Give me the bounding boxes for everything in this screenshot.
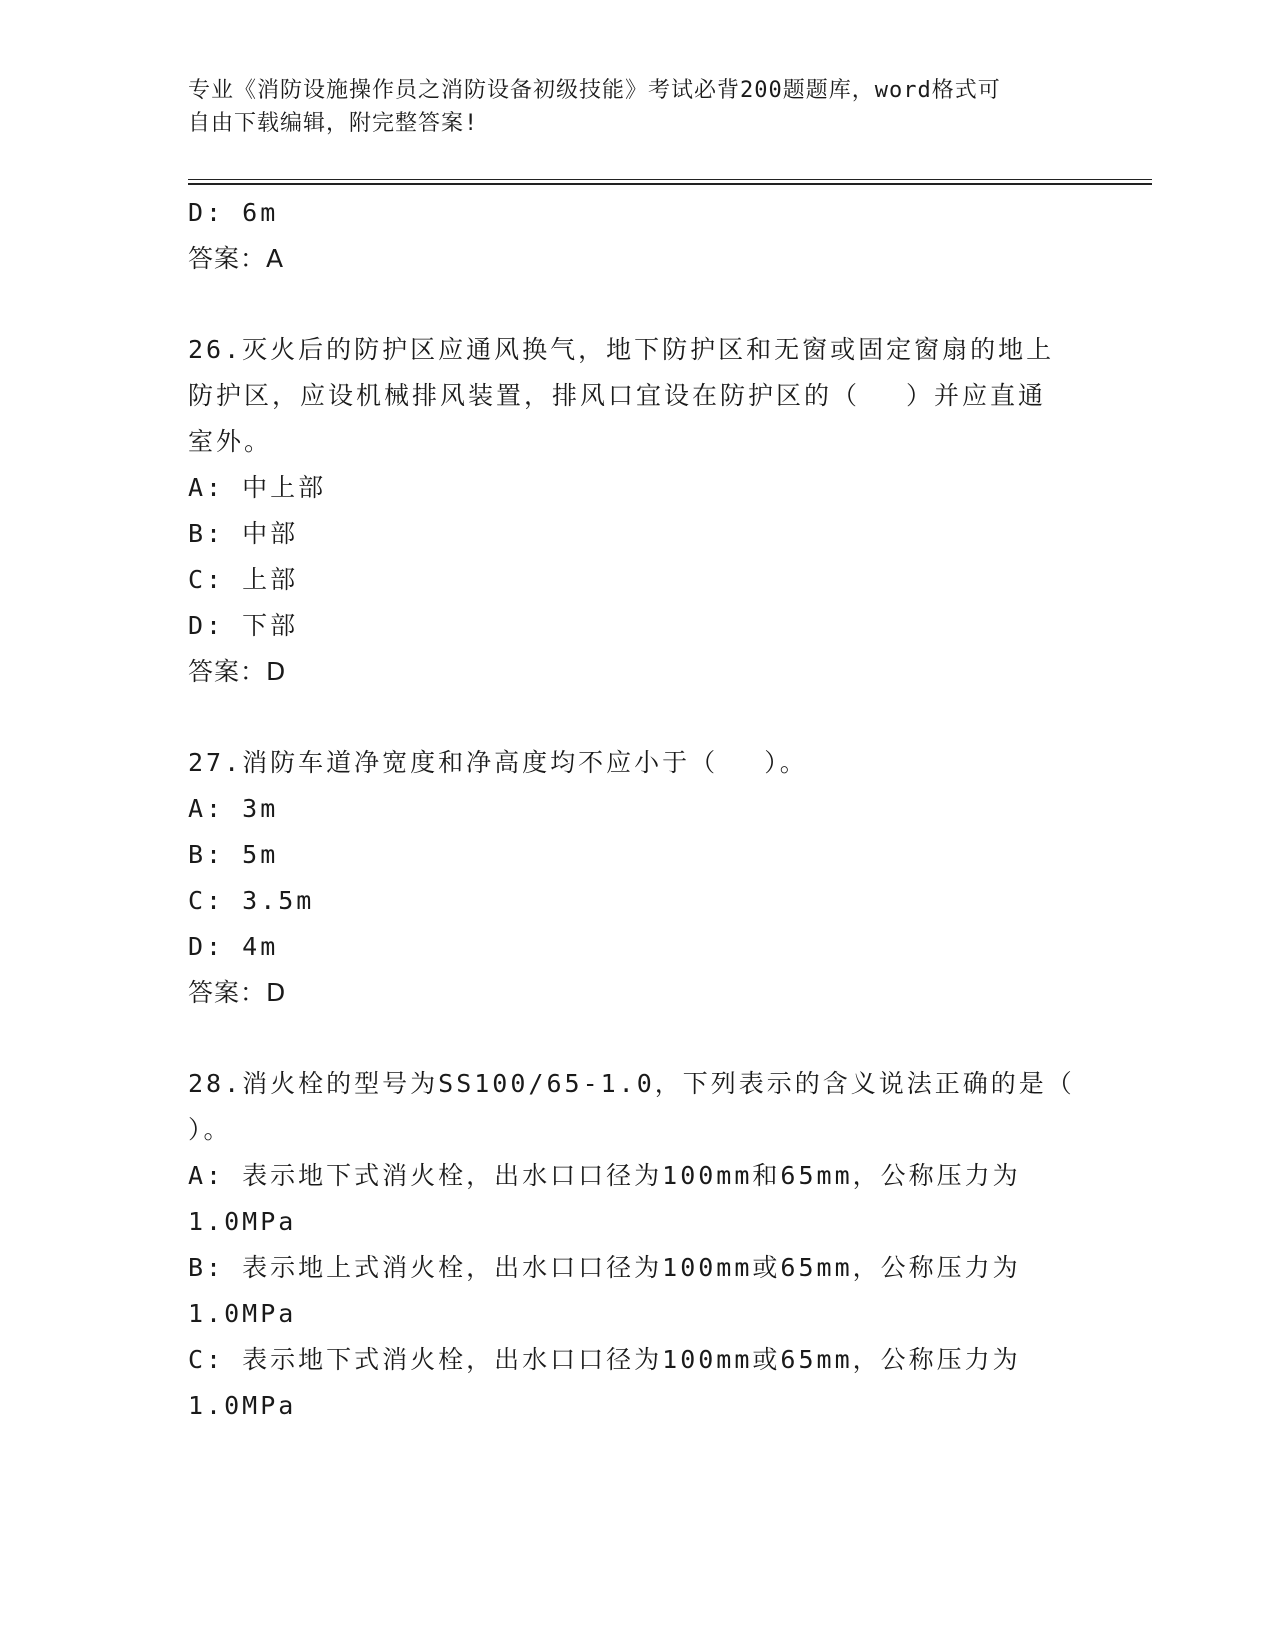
q27-option-c: C: 3.5m bbox=[188, 886, 315, 915]
q27-option-b: B: 5m bbox=[188, 840, 279, 869]
q26-answer: 答案：D bbox=[188, 657, 287, 686]
question-28 bbox=[188, 1061, 1088, 1429]
q26-stem-line-2: 防护区，应设机械排风装置，排风口宜设在防护区的（ ）并应直通 bbox=[188, 381, 1047, 410]
question-content bbox=[188, 190, 1088, 1429]
q26-stem-line-3: 室外。 bbox=[188, 427, 273, 456]
q27-answer: 答案：D bbox=[188, 978, 287, 1007]
prev-answer: 答案：A bbox=[188, 244, 285, 273]
q28-stem-line-1: 28.消火栓的型号为SS100/65-1.0，下列表示的含义说法正确的是（ bbox=[188, 1069, 1075, 1098]
q28-option-b: B: 表示地上式消火栓，出水口口径为100mm或65mm，公称压力为 bbox=[188, 1253, 1021, 1282]
q28-option-c: C: 表示地下式消火栓，出水口口径为100mm或65mm，公称压力为 bbox=[188, 1345, 1021, 1374]
q28-option-a-cont: 1.0MPa bbox=[188, 1207, 297, 1236]
q26-option-a: A: 中上部 bbox=[188, 473, 327, 502]
q27-stem-line-1: 27.消防车道净宽度和净高度均不应小于（ ）。 bbox=[188, 748, 808, 777]
question-27 bbox=[188, 740, 1088, 1016]
q28-option-a: A: 表示地下式消火栓，出水口口径为100mm和65mm，公称压力为 bbox=[188, 1161, 1021, 1190]
header-line-1: 专业《消防设施操作员之消防设备初级技能》考试必背200题题库，word格式可 bbox=[188, 78, 1001, 103]
document-header bbox=[188, 74, 1088, 140]
q26-option-b: B: 中部 bbox=[188, 519, 299, 548]
prev-option-d: D: 6m bbox=[188, 198, 279, 227]
q27-option-d: D: 4m bbox=[188, 932, 279, 961]
header-line-2: 自由下载编辑，附完整答案! bbox=[188, 111, 479, 136]
q26-stem-line-1: 26.灭火后的防护区应通风换气，地下防护区和无窗或固定窗扇的地上 bbox=[188, 335, 1055, 364]
q27-option-a: A: 3m bbox=[188, 794, 279, 823]
q26-option-c: C: 上部 bbox=[188, 565, 299, 594]
q28-option-b-cont: 1.0MPa bbox=[188, 1299, 297, 1328]
header-rule-thick bbox=[188, 183, 1152, 185]
q28-option-c-cont: 1.0MPa bbox=[188, 1391, 297, 1420]
question-26 bbox=[188, 327, 1088, 695]
header-rule-thin bbox=[188, 179, 1152, 180]
q28-stem-line-2: ）。 bbox=[188, 1115, 232, 1144]
q26-option-d: D: 下部 bbox=[188, 611, 299, 640]
